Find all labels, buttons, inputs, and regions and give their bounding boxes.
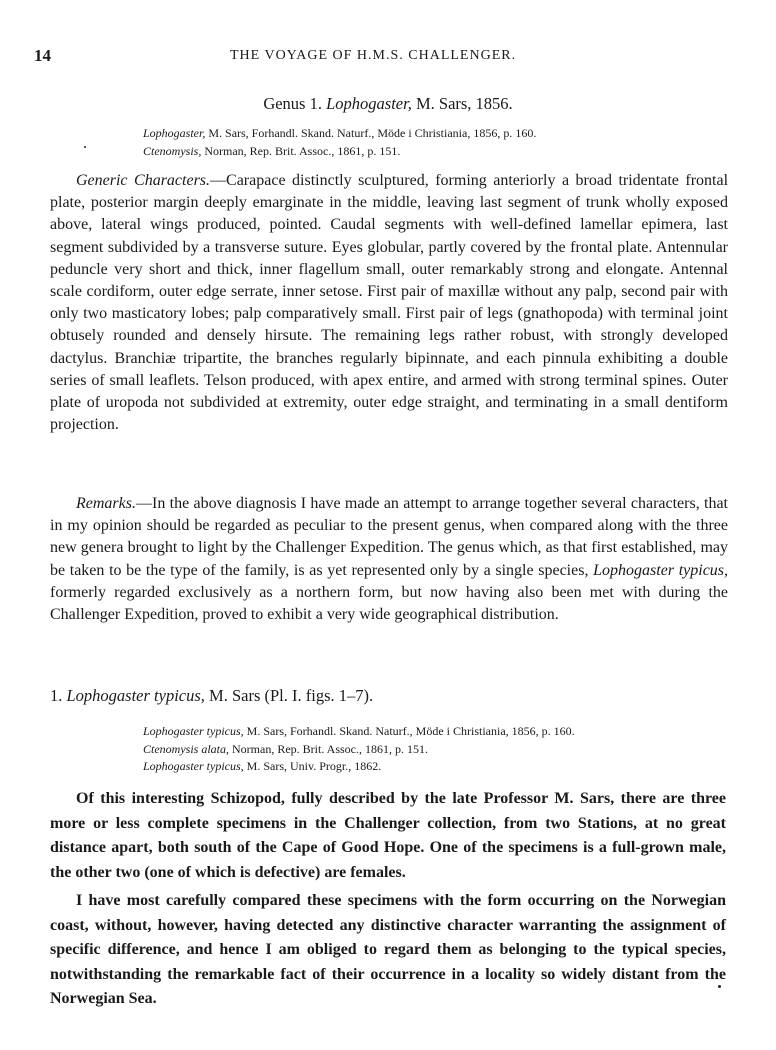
genus-references [143, 125, 536, 160]
reference-entry [143, 125, 536, 143]
running-title: THE VOYAGE OF H.M.S. CHALLENGER. [230, 48, 517, 63]
species-number: 1. [50, 686, 63, 705]
reference-entry [143, 758, 575, 776]
ink-speck [718, 985, 721, 988]
genus-heading [0, 94, 776, 114]
reference-citation: Norman, Rep. Brit. Assoc., 1861, p. 151. [232, 741, 428, 756]
remarks-species: Lophogaster typicus, [593, 561, 729, 579]
reference-name: Ctenomysis, [143, 143, 202, 158]
reference-name: Lophogaster, [143, 126, 206, 140]
genus-name: Lophogaster, [326, 94, 412, 113]
page-number: 14 [34, 46, 51, 65]
species-paragraph: I have most carefully compared these specimens with the form occurring on the Norwegian coast, without, however, having detected any distinctive character warranting the assignment of specific difference, and hence I am obliged to regard them as belonging to the typical species, notwithstanding the remarkable fact of their occurrence in a locality so widely distant from the Norwegian Sea. [50, 892, 726, 1007]
reference-citation: Norman, Rep. Brit. Assoc., 1861, p. 151. [204, 143, 401, 158]
reference-citation: M. Sars, Forhandl. Skand. Naturf., Möde i Christiania, 1856, p. 160. [246, 724, 575, 738]
page-header [34, 46, 734, 70]
species-references [143, 723, 575, 776]
species-name: Lophogaster typicus, [66, 686, 205, 705]
reference-entry [143, 723, 575, 741]
remarks-text-before: —In the above diagnosis I have made an attempt to arrange together several characters, that in my opinion should be regarded as peculiar to the present genus, when compared along with the three new genera brought to light by the Challenger Expedition. The genus which, as that first established, may be taken to be the type of the family, is as yet represented only by a single species, [50, 495, 728, 579]
reference-citation: M. Sars, Forhandl. Skand. Naturf., Möde i Christiania, 1856, p. 160. [208, 126, 537, 140]
species-authority: M. Sars (Pl. I. figs. 1–7). [209, 686, 374, 705]
reference-citation: M. Sars, Univ. Progr., 1862. [246, 759, 382, 773]
generic-characters-paragraph [50, 170, 728, 436]
generic-characters-text: —Carapace distinctly sculptured, forming anteriorly a broad tridentate frontal plate, posterior margin deeply emarginate in the middle, leaving last segment of trunk wholly exposed above, lateral wings produced, pointed. Caudal segments with well-defined lamellar epimera, last segment subdivided by a transverse suture. Eyes globular, partly covered by the frontal plate. Antennular peduncle very short and thick, inner flagellum small, outer remarkably strong and elongate. Antennal scale cordiform, outer edge serrate, inner setose. First pair of maxillæ without any palp, second pair with only two masticatory lobes; palp comparatively small. First pair of legs (gnathopoda) with terminal joint obtusely rounded and densely hirsute. The remaining legs rather robust, with strongly developed dactylus. Branchiæ tripartite, the branches regularly bipinnate, and each pinnula exhibiting a double series of small leaflets. Telson produced, with apex entire, and armed with strong terminal spines. Outer plate of uropoda not subdivided at extremity, outer edge straight, and terminating in a small dentiform projection. [50, 172, 729, 434]
remarks-text-after: formerly regarded exclusively as a northern form, but now having also been met with during the Challenger Expedition, proved to exhibit a very wide geographical distribution. [50, 583, 728, 624]
reference-name: Lophogaster typicus, [143, 724, 244, 738]
remarks-paragraph [50, 493, 728, 626]
species-paragraph: Of this interesting Schizopod, fully described by the late Professor M. Sars, there are three more or less complete specimens in the Challenger collection, from two Stations, at no great distance apart, both south of the Cape of Good Hope. One of the specimens is a full-grown male, the other two (one of which is defective) are females. [50, 790, 726, 881]
ink-speck [84, 146, 86, 148]
reference-name: Ctenomysis alata, [143, 741, 229, 756]
genus-prefix: Genus 1. [263, 94, 322, 113]
genus-authority: M. Sars, 1856. [415, 94, 513, 113]
species-description [50, 787, 726, 1016]
generic-characters-lead: Generic Characters. [76, 172, 211, 189]
remarks-lead: Remarks. [76, 495, 136, 512]
reference-name: Lophogaster typicus, [143, 759, 244, 773]
reference-entry [143, 143, 536, 161]
species-heading [50, 686, 373, 706]
reference-entry [143, 741, 575, 759]
